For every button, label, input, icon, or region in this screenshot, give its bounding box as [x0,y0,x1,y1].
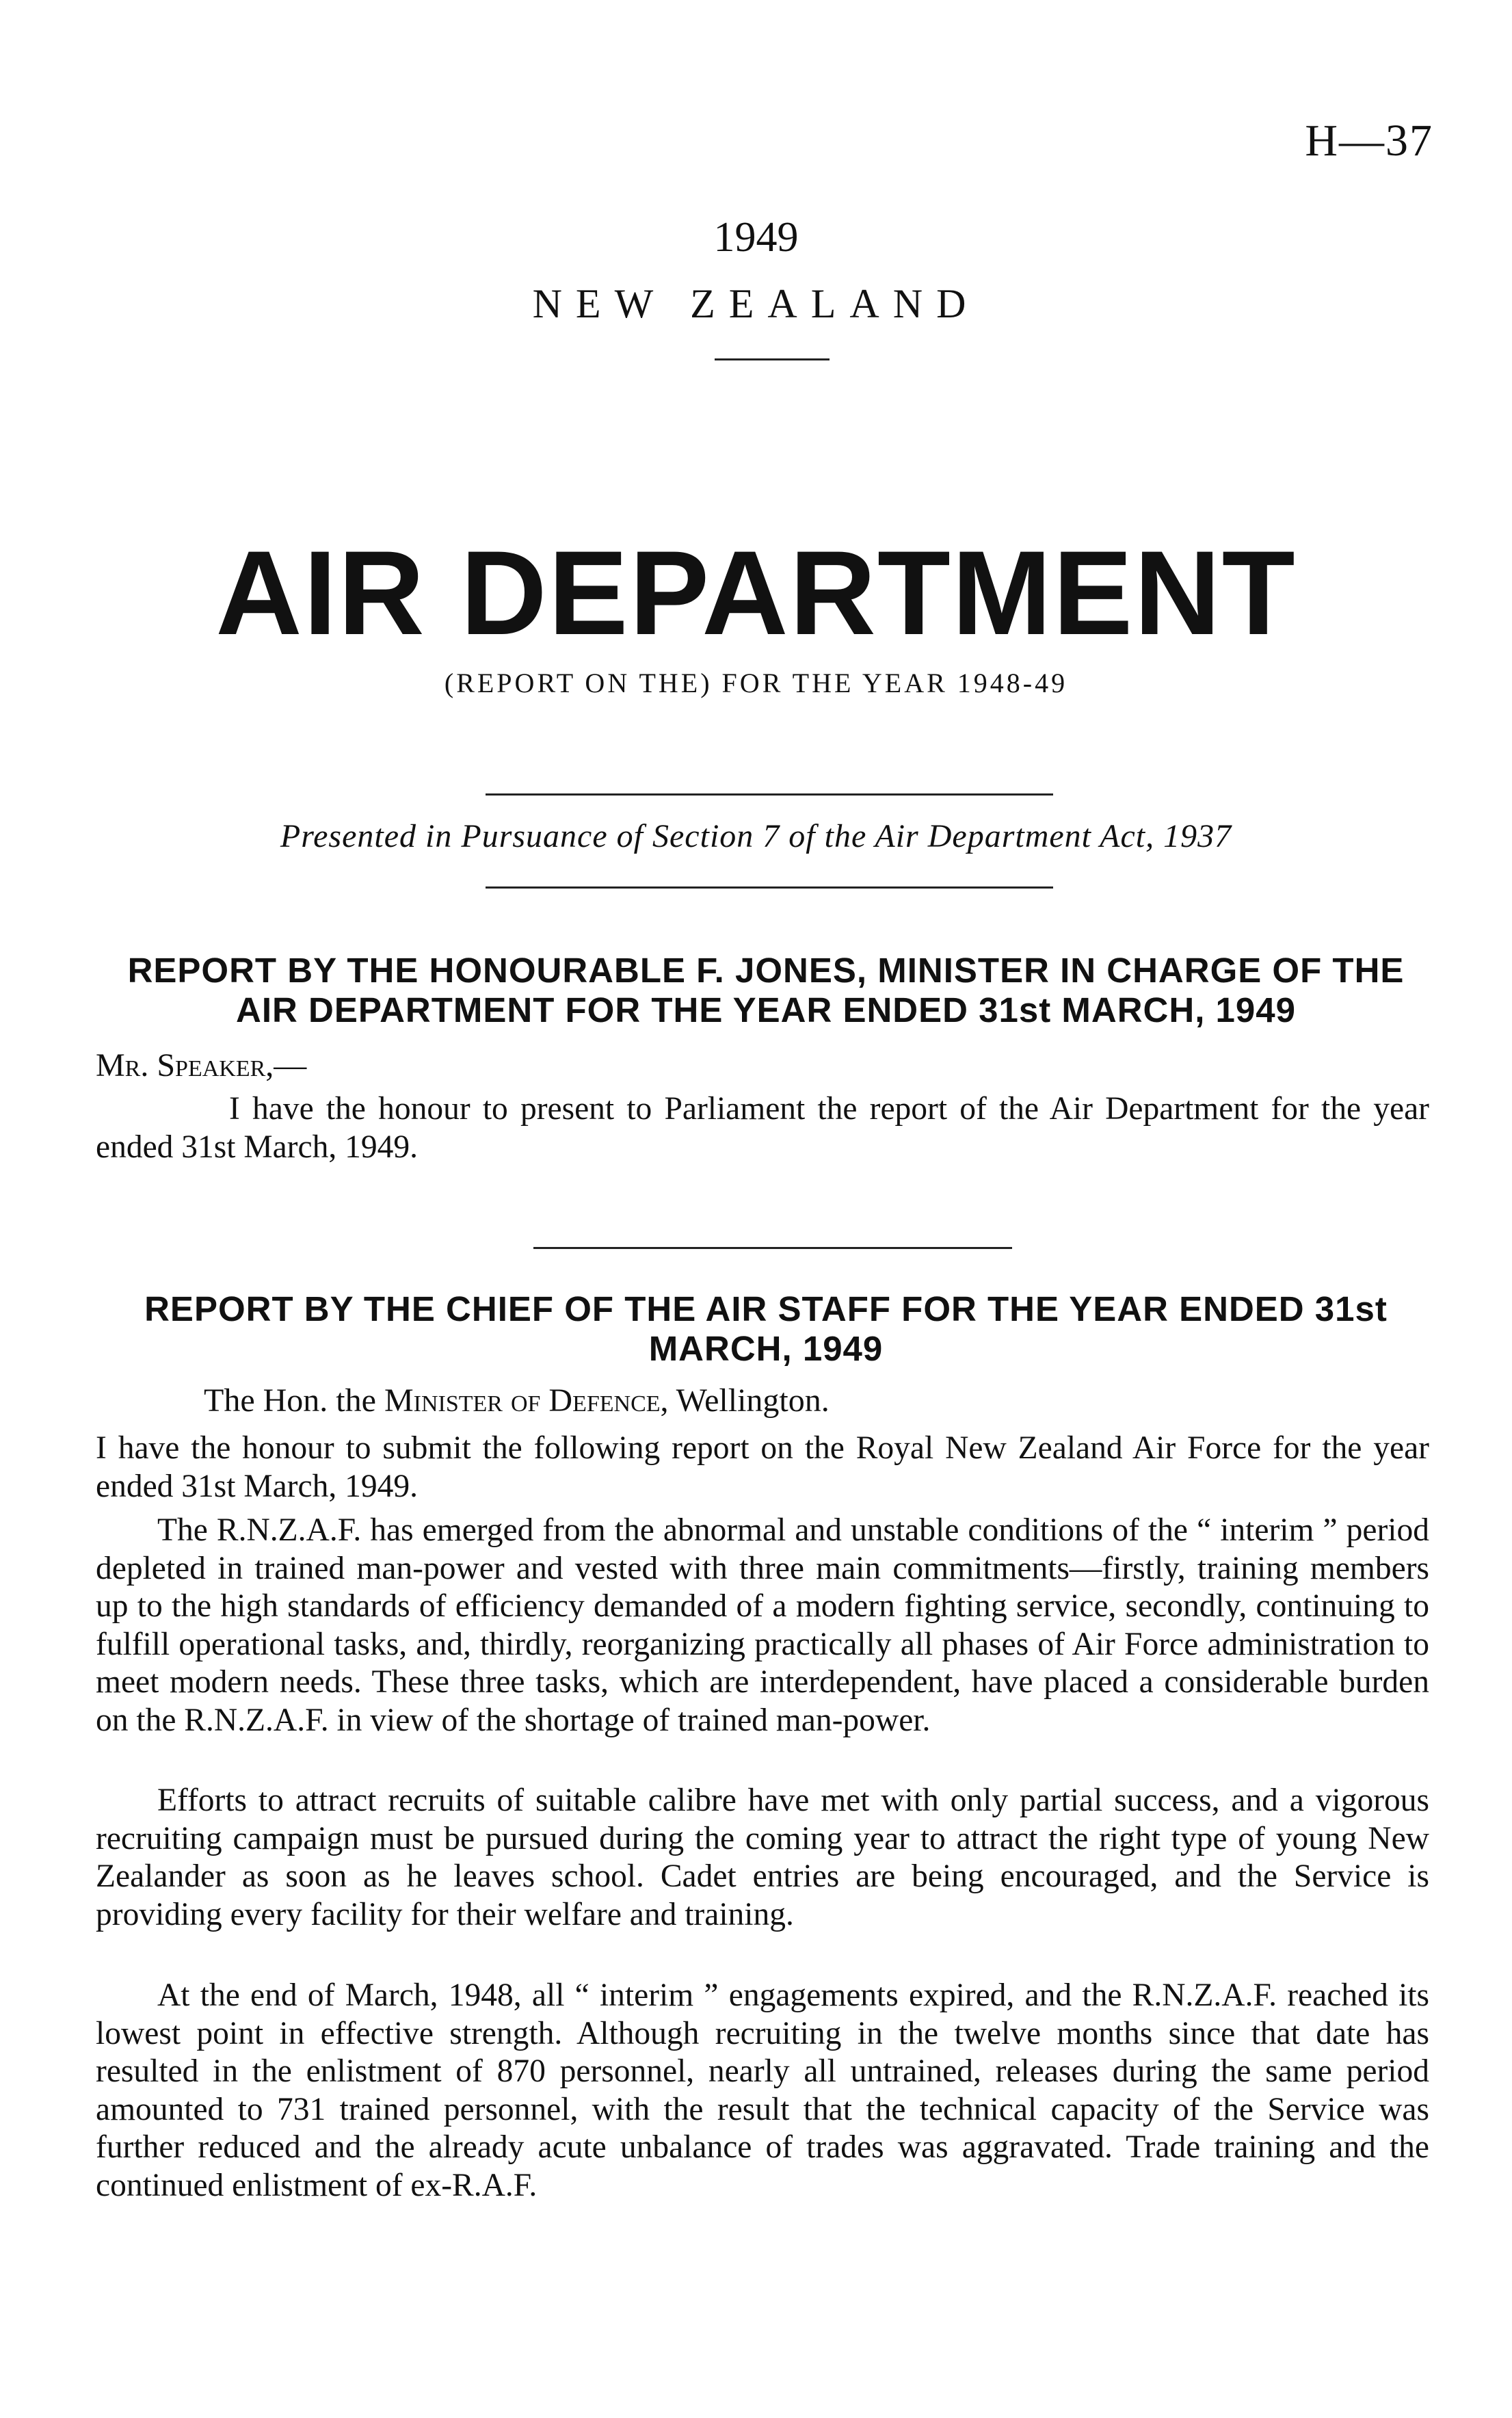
document-code: H—37 [1305,116,1433,166]
country-heading: NEW ZEALAND [532,281,980,326]
addressee-line [204,1382,830,1420]
report-subtitle: (REPORT ON THE) FOR THE YEAR 1948-49 [444,668,1068,698]
minister-report-heading: REPORT BY THE HONOURABLE F. JONES, MINISTER IN CHARGE OF THE AIR DEPARTMENT FOR THE YEAR ENDED 31st MARCH, 1949 [127,951,1405,1029]
paragraph: At the end of March, 1948, all “ interim ” engagements expired, and the R.N.Z.A.F. reached its lowest point in effective strength. Although recruiting in the twelve months since that date has resulted in the enlistment of 870 personnel, nearly all untrained, releases during the same period amounted to 731 trained personnel, with the result that the technical capacity of the Service was further reduced and the already acute unbalance of trades was aggravated. Trade training and the continued enlistment of ex-R.A.F. [96,1977,1429,2203]
report-title: AIR DEPARTMENT [215,527,1297,660]
document-year: 1949 [713,214,799,261]
divider-rule [486,886,1053,889]
paragraph: Efforts to attract recruits of suitable calibre have met with only partial success, and a vigorous recruiting campaign must be pursued during the coming year to attract the right type of young New Zealander as soon as he leaves school. Cadet entries are being encouraged, and the Service is providing every facility for their welfare and training. [96,1783,1429,1932]
addressee-prefix: The Hon. the [204,1382,376,1419]
addressee-place: Wellington. [676,1382,830,1419]
presented-statement: Presented in Pursuance of Section 7 of the Air Department Act, 1937 [280,818,1232,854]
paragraph: I have the honour to submit the following report on the Royal New Zealand Air Force for the year ended 31st March, 1949. [96,1430,1429,1504]
divider-rule [715,358,830,360]
salutation: Mr. Speaker,— [96,1047,307,1083]
minister-report-body: I have the honour to present to Parliament the report of the Air Department for the year ended 31st March, 1949. [96,1091,1429,1165]
addressee-title: Minister of Defence, [384,1382,669,1419]
divider-rule [486,793,1053,796]
staff-report-heading: REPORT BY THE CHIEF OF THE AIR STAFF FOR THE YEAR ENDED 31st MARCH, 1949 [144,1289,1388,1368]
paragraph: The R.N.Z.A.F. has emerged from the abnormal and unstable conditions of the “ interim ” period depleted in trained man-power and vested with three main commitments—firstly, training members up to the high standards of efficiency demanded of a modern fighting service, secondly, continuing to fulfill operational tasks, and, thirdly, reorganizing practically all phases of Air Force administration to meet modern needs. These three tasks, which are interdependent, have placed a considerable burden on the R.N.Z.A.F. in view of the shortage of trained man-power. [96,1512,1429,1738]
divider-rule [533,1247,1012,1249]
